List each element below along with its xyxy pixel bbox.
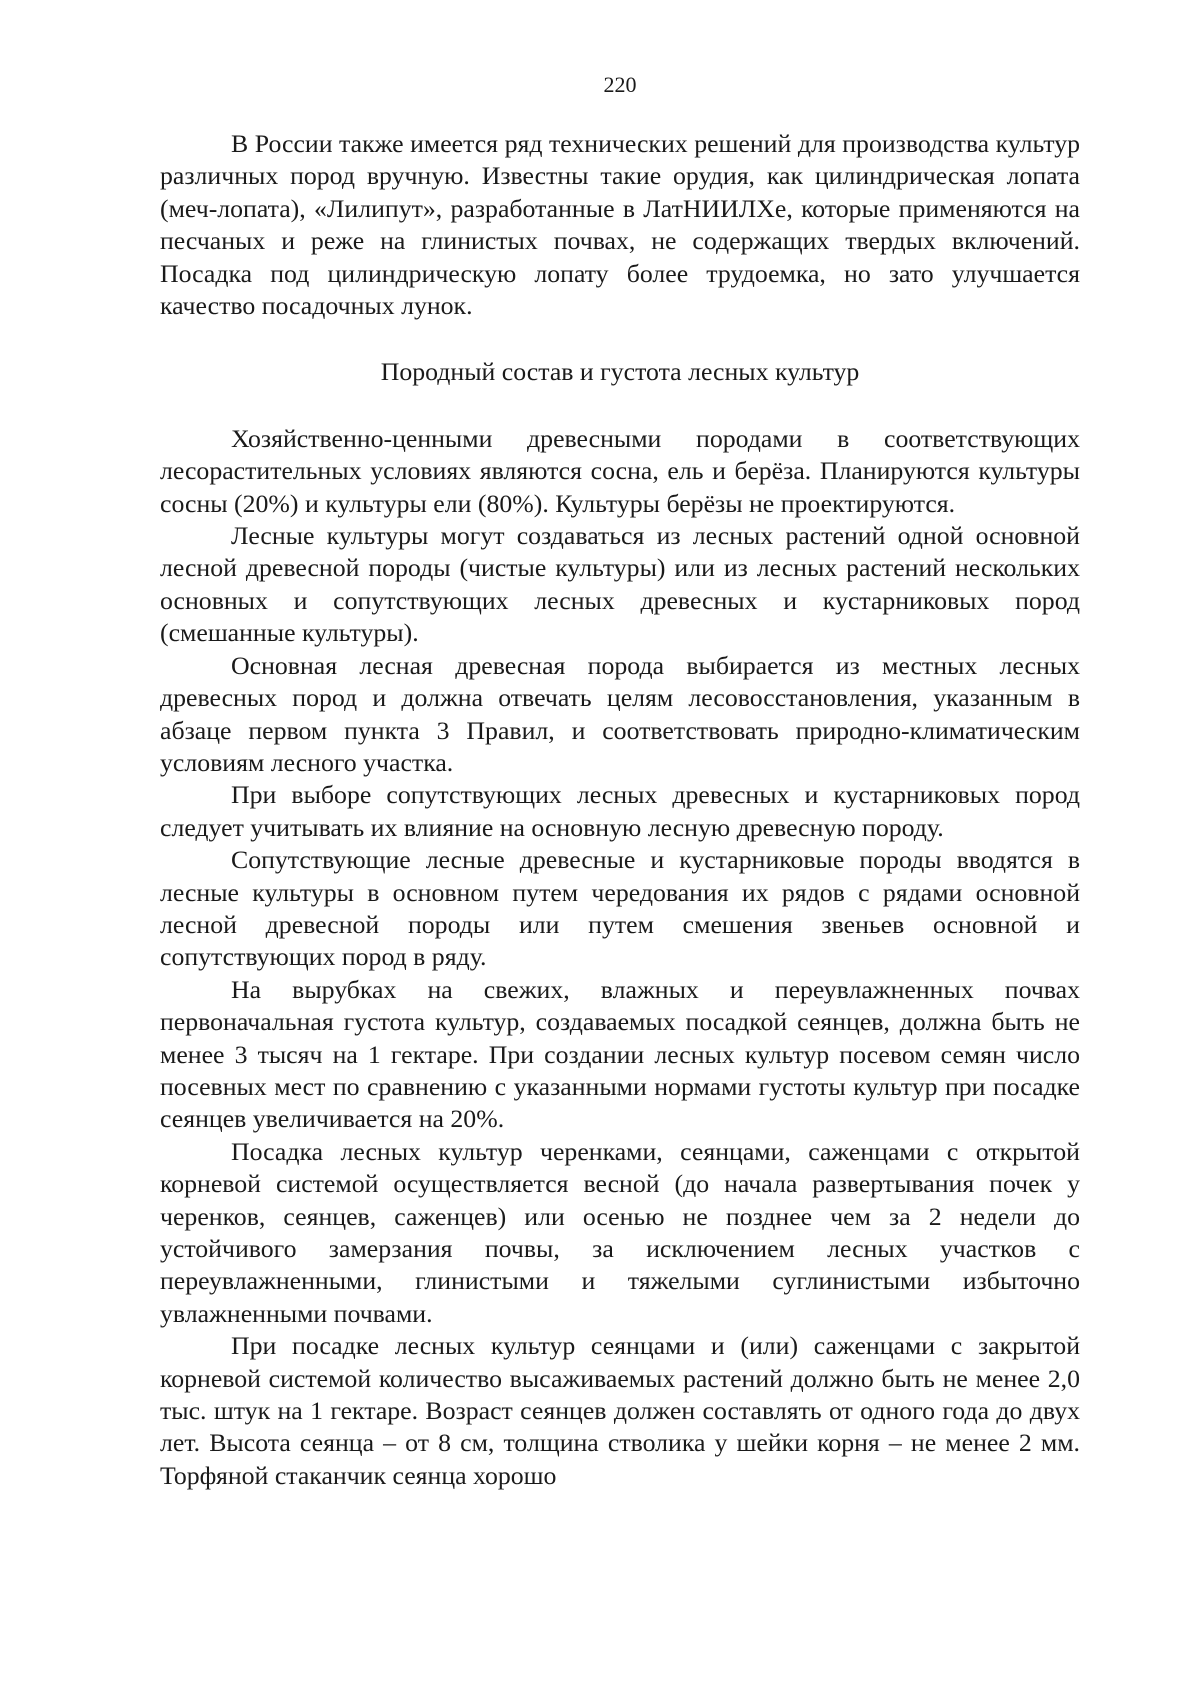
section-heading: Породный состав и густота лесных культур [380, 357, 860, 387]
document-page [160, 0, 1080, 1697]
paragraph-companion-species-introduction: Сопутствующие лесные древесные и кустарниковые породы вводятся в лесные культуры в основном путем чередования их рядов с рядами основной лесной древесной породы или путем смешения звеньев основной и сопутствующих пород в ряду. [160, 845, 1080, 972]
paragraph-species: Хозяйственно-ценными древесными породами в соответствующих лесорастительных условиях являются сосна, ель и берёза. Планируются культуры сосны (20%) и культуры ели (80%). Культуры берёзы не проектируются. [160, 423, 1080, 518]
page-number: 220 [603, 72, 637, 97]
paragraph-initial-density: На вырубках на свежих, влажных и переувлажненных почвах первоначальная густота культур, создаваемых посадкой сеянцев, должна быть не менее 3 тысяч на 1 гектаре. При создании лесных культур посевом семян число посевных мест по сравнению с указанными нормами густоты культур при посадке сеянцев увеличивается на 20%. [160, 974, 1080, 1134]
paragraph-closed-root-seedlings: При посадке лесных культур сеянцами и (или) саженцами с закрытой корневой системой количество высаживаемых растений должно быть не менее 2,0 тыс. штук на 1 гектаре. Возраст сеянцев должен составлять от одного года до двух лет. Высота сеянца – от 8 см, толщина стволика у шейки корня – не менее 2 мм. Торфяной стаканчик сеянца хорошо [160, 1331, 1080, 1490]
page-content [160, 128, 1080, 1492]
paragraph-main-species-choice: Основная лесная древесная порода выбирается из местных лесных древесных пород и должна отвечать целям лесовосстановления, указанным в абзаце первом пункта 3 Правил, и соответствовать природно-климатическим условиям лесного участка. [160, 650, 1080, 777]
paragraph-manual-tools: В России также имеется ряд технических решений для производства культур различных пород вручную. Известны такие орудия, как цилиндрическая лопата (меч-лопата), «Лилипут», разработанные в ЛатНИИЛХе, которые применяются на песчаных и реже на глинистых почвах, не содержащих твердых включений. Посадка под цилиндрическую лопату более трудоемка, но зато улучшается качество посадочных лунок. [160, 129, 1080, 321]
paragraph-planting-season: Посадка лесных культур черенками, сеянцами, саженцами с открытой корневой системой осуществляется весной (до начала развертывания почек у черенков, сеянцев, саженцев) или осенью не позднее чем за 2 недели до устойчивого замерзания почвы, за исключением лесных участков с переувлажненными, глинистыми и тяжелыми суглинистыми избыточно увлажненными почвами. [160, 1136, 1080, 1328]
paragraph-pure-mixed-cultures: Лесные культуры могут создаваться из лесных растений одной основной лесной древесной породы (чистые культуры) или из лесных растений нескольких основных и сопутствующих лесных древесных и кустарниковых пород (смешанные культуры). [160, 521, 1080, 648]
paragraph-companion-species-choice: При выборе сопутствующих лесных древесных и кустарниковых пород следует учитывать их влияние на основную лесную древесную породу. [160, 780, 1080, 842]
